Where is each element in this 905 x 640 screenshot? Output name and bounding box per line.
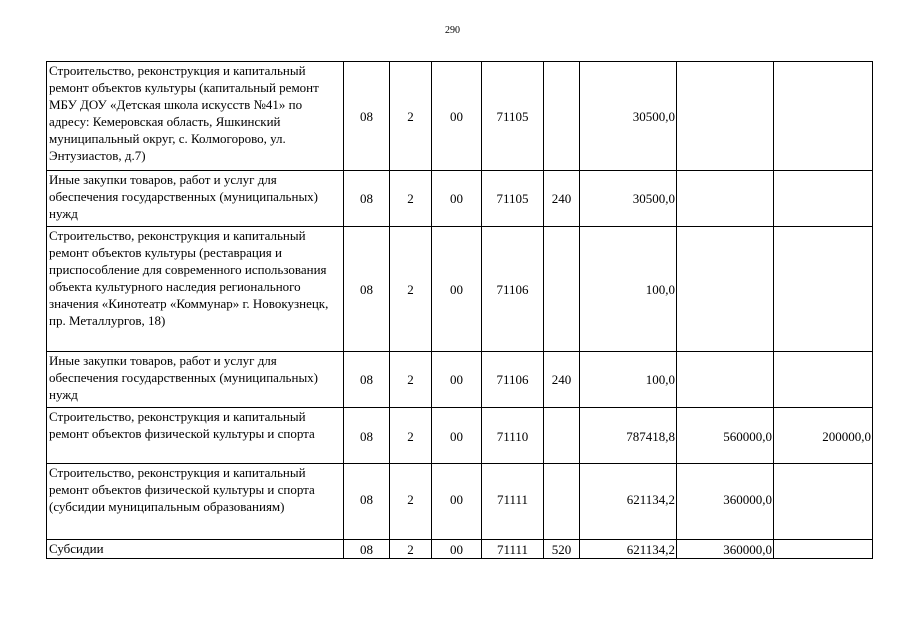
amount-year1: 621134,2 xyxy=(580,540,677,559)
expense-type-code: 240 xyxy=(544,352,580,408)
amount-year3 xyxy=(774,171,873,227)
row-name: Строительство, реконструкция и капитальный ремонт объектов физической культуры и спорта xyxy=(47,408,344,464)
program-code: 00 xyxy=(432,62,482,171)
amount-year2 xyxy=(677,171,774,227)
program-code: 00 xyxy=(432,540,482,559)
amount-year3 xyxy=(774,62,873,171)
amount-year3 xyxy=(774,464,873,540)
table-row xyxy=(47,227,873,352)
amount-year1: 100,0 xyxy=(580,352,677,408)
amount-year2: 560000,0 xyxy=(677,408,774,464)
direction-code: 71106 xyxy=(482,227,544,352)
section-code: 08 xyxy=(344,171,390,227)
amount-year1: 787418,8 xyxy=(580,408,677,464)
direction-code: 71111 xyxy=(482,464,544,540)
row-name: Иные закупки товаров, работ и услуг для обеспечения государственных (муниципальных) нужд xyxy=(47,171,344,227)
page-number: 290 xyxy=(445,25,460,36)
direction-code: 71110 xyxy=(482,408,544,464)
program-code: 00 xyxy=(432,408,482,464)
subsection-code: 2 xyxy=(390,227,432,352)
amount-year3 xyxy=(774,540,873,559)
expense-type-code xyxy=(544,464,580,540)
amount-year1: 30500,0 xyxy=(580,171,677,227)
subsection-code: 2 xyxy=(390,171,432,227)
amount-year1: 30500,0 xyxy=(580,62,677,171)
amount-year3 xyxy=(774,227,873,352)
section-code: 08 xyxy=(344,540,390,559)
direction-code: 71105 xyxy=(482,62,544,171)
amount-year1: 100,0 xyxy=(580,227,677,352)
row-name: Строительство, реконструкция и капитальный ремонт объектов физической культуры и спорта (субсидии муниципальным образованиям) xyxy=(47,464,344,540)
table-row xyxy=(47,62,873,171)
table-row xyxy=(47,408,873,464)
program-code: 00 xyxy=(432,464,482,540)
subsection-code: 2 xyxy=(390,464,432,540)
section-code: 08 xyxy=(344,464,390,540)
table-row xyxy=(47,540,873,559)
subsection-code: 2 xyxy=(390,62,432,171)
table-row xyxy=(47,171,873,227)
expense-type-code: 240 xyxy=(544,171,580,227)
direction-code: 71105 xyxy=(482,171,544,227)
subsection-code: 2 xyxy=(390,352,432,408)
subsection-code: 2 xyxy=(390,408,432,464)
budget-table xyxy=(46,61,873,559)
program-code: 00 xyxy=(432,227,482,352)
section-code: 08 xyxy=(344,62,390,171)
amount-year2: 360000,0 xyxy=(677,464,774,540)
section-code: 08 xyxy=(344,227,390,352)
expense-type-code: 520 xyxy=(544,540,580,559)
expense-type-code xyxy=(544,227,580,352)
expense-type-code xyxy=(544,62,580,171)
amount-year1: 621134,2 xyxy=(580,464,677,540)
amount-year2 xyxy=(677,62,774,171)
table-row xyxy=(47,464,873,540)
subsection-code: 2 xyxy=(390,540,432,559)
direction-code: 71106 xyxy=(482,352,544,408)
row-name: Иные закупки товаров, работ и услуг для обеспечения государственных (муниципальных) нужд xyxy=(47,352,344,408)
direction-code: 71111 xyxy=(482,540,544,559)
expense-type-code xyxy=(544,408,580,464)
table-row xyxy=(47,352,873,408)
amount-year2 xyxy=(677,227,774,352)
row-name: Строительство, реконструкция и капитальный ремонт объектов культуры (капитальный ремонт МБУ ДОУ «Детская школа искусств №41» по адресу: Кемеровская область, Яшкинский муниципальный округ, с. Колмогорово, ул. Энтузиастов, д.7) xyxy=(47,62,344,171)
program-code: 00 xyxy=(432,171,482,227)
program-code: 00 xyxy=(432,352,482,408)
section-code: 08 xyxy=(344,408,390,464)
row-name: Субсидии xyxy=(47,540,344,559)
row-name: Строительство, реконструкция и капитальный ремонт объектов культуры (реставрация и приспособление для современного использования объекта культурного наследия регионального значения «Кинотеатр «Коммунар» г. Новокузнецк, пр. Металлургов, 18) xyxy=(47,227,344,352)
section-code: 08 xyxy=(344,352,390,408)
amount-year3: 200000,0 xyxy=(774,408,873,464)
amount-year2 xyxy=(677,352,774,408)
amount-year2: 360000,0 xyxy=(677,540,774,559)
amount-year3 xyxy=(774,352,873,408)
